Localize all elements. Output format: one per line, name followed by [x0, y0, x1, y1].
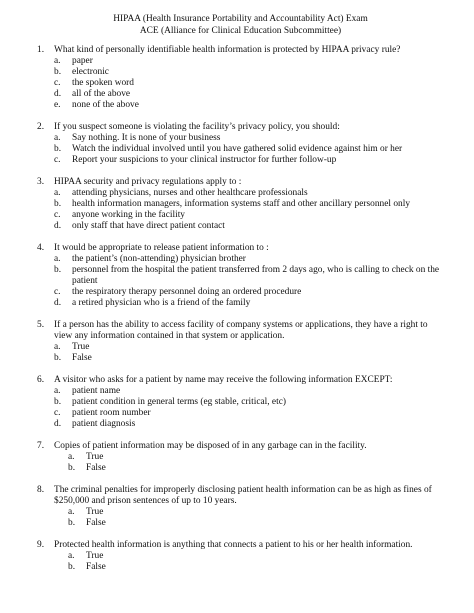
exam-title: HIPAA (Health Insurance Portability and Accountability Act) Exam	[113, 14, 368, 24]
question-number: 6.	[37, 375, 45, 385]
option-label: c.	[54, 155, 61, 165]
option-text: patient condition in general terms (eg stable, critical, etc)	[72, 397, 286, 407]
option-item[interactable]	[68, 551, 444, 562]
option-list	[54, 254, 444, 309]
option-list	[54, 56, 444, 111]
question-6	[37, 375, 444, 430]
option-text: Say nothing. It is none of your business	[72, 133, 221, 143]
option-text: the spoken word	[72, 78, 134, 88]
question-text: The criminal penalties for improperly disclosing patient health information can be as high as fines of $250,000 and prison sentences of up to 10 years.	[54, 485, 432, 506]
option-label: a.	[68, 551, 75, 561]
option-item[interactable]	[68, 463, 444, 474]
option-text: only staff that have direct patient contact	[72, 221, 225, 231]
option-label: b.	[54, 265, 62, 275]
question-text: It would be appropriate to release patient information to :	[54, 243, 269, 253]
option-text: patient room number	[72, 408, 151, 418]
question-text: HIPAA security and privacy regulations apply to :	[54, 177, 242, 187]
option-item[interactable]	[54, 133, 444, 144]
question-number: 9.	[37, 540, 45, 550]
option-text: none of the above	[72, 100, 139, 110]
option-item[interactable]	[54, 56, 444, 67]
option-item[interactable]	[68, 452, 444, 463]
option-label: b.	[54, 144, 62, 154]
option-text: electronic	[72, 67, 109, 77]
option-label: b.	[54, 397, 62, 407]
question-number: 7.	[37, 441, 45, 451]
option-text: a retired physician who is a friend of the family	[72, 298, 251, 308]
option-label: c.	[54, 210, 61, 220]
option-text: personnel from the hospital the patient transferred from 2 days ago, who is calling to check on the patient	[72, 265, 440, 286]
option-label: d.	[54, 221, 62, 231]
option-text: True	[86, 551, 104, 561]
option-label: b.	[54, 67, 62, 77]
option-item[interactable]	[54, 210, 444, 221]
option-list	[54, 452, 444, 474]
option-label: d.	[54, 419, 62, 429]
question-number: 3.	[37, 177, 45, 187]
option-item[interactable]	[54, 287, 444, 298]
option-item[interactable]	[54, 199, 444, 210]
option-label: a.	[68, 452, 75, 462]
question-4	[37, 243, 444, 309]
option-item[interactable]	[54, 78, 444, 89]
option-text: anyone working in the facility	[72, 210, 185, 220]
option-label: c.	[54, 78, 61, 88]
option-text: False	[86, 463, 106, 473]
option-list	[54, 551, 444, 573]
option-list	[54, 386, 444, 430]
option-item[interactable]	[54, 298, 444, 309]
option-item[interactable]	[54, 386, 444, 397]
question-number: 4.	[37, 243, 45, 253]
option-label: b.	[54, 199, 62, 209]
option-item[interactable]	[68, 518, 444, 529]
option-list	[54, 133, 444, 166]
option-text: True	[86, 452, 104, 462]
option-label: a.	[54, 386, 61, 396]
question-text: If a person has the ability to access facility of company systems or applications, they have a right to view any information contained in that system or application.	[54, 320, 428, 341]
option-text: the patient’s (non-attending) physician brother	[72, 254, 246, 264]
question-2	[37, 122, 444, 166]
option-label: a.	[68, 507, 75, 517]
option-text: attending physicians, nurses and other healthcare professionals	[72, 188, 308, 198]
question-text: If you suspect someone is violating the facility’s privacy policy, you should:	[54, 122, 340, 132]
option-label: b.	[68, 518, 76, 528]
option-item[interactable]	[54, 397, 444, 408]
question-text: Protected health information is anything that connects a patient to his or her health information.	[54, 540, 413, 550]
exam-header	[37, 0, 444, 37]
option-text: all of the above	[72, 89, 131, 99]
option-label: b.	[68, 463, 76, 473]
question-text: What kind of personally identifiable health information is protected by HIPAA privacy rule?	[54, 45, 401, 55]
option-item[interactable]	[54, 265, 444, 287]
exam-subtitle: ACE (Alliance for Clinical Education Subcommittee)	[139, 25, 342, 36]
option-item[interactable]	[54, 419, 444, 430]
option-label: b.	[68, 562, 76, 572]
option-list	[54, 342, 444, 364]
question-5	[37, 320, 444, 364]
option-text: paper	[72, 56, 93, 66]
option-text: False	[72, 353, 92, 363]
option-label: c.	[54, 287, 61, 297]
option-text: patient diagnosis	[72, 419, 136, 429]
question-number: 5.	[37, 320, 45, 330]
option-text: True	[86, 507, 104, 517]
option-label: a.	[54, 188, 61, 198]
option-text: the respiratory therapy personnel doing an ordered procedure	[72, 287, 302, 297]
option-text: patient name	[72, 386, 121, 396]
question-number: 8.	[37, 485, 45, 495]
option-item[interactable]	[54, 89, 444, 100]
question-7	[37, 441, 444, 474]
option-list	[54, 188, 444, 232]
option-item[interactable]	[54, 342, 444, 353]
option-text: Watch the individual involved until you have gathered solid evidence against him or her	[72, 144, 403, 154]
question-text: Copies of patient information may be disposed of in any garbage can in the facility.	[54, 441, 367, 451]
option-text: Report your suspicions to your clinical instructor for further follow-up	[72, 155, 337, 165]
option-item[interactable]	[68, 562, 444, 573]
option-item[interactable]	[54, 67, 444, 78]
option-label: a.	[54, 254, 61, 264]
option-item[interactable]	[54, 353, 444, 364]
option-text: True	[72, 342, 90, 352]
option-item[interactable]	[54, 188, 444, 199]
option-item[interactable]	[54, 408, 444, 419]
option-item[interactable]	[68, 507, 444, 518]
option-label: a.	[54, 56, 61, 66]
option-item[interactable]	[54, 254, 444, 265]
question-8	[37, 485, 444, 529]
question-text: A visitor who asks for a patient by name may receive the following information EXCEPT:	[54, 375, 393, 385]
question-number: 2.	[37, 122, 45, 132]
question-1	[37, 45, 444, 111]
option-list	[54, 507, 444, 529]
option-item[interactable]	[54, 221, 444, 232]
question-3	[37, 177, 444, 232]
option-label: a.	[54, 133, 61, 143]
option-label: c.	[54, 408, 61, 418]
question-number: 1.	[37, 45, 45, 55]
question-9	[37, 540, 444, 573]
option-item[interactable]	[54, 144, 444, 155]
option-text: False	[86, 518, 106, 528]
option-item[interactable]	[54, 155, 444, 166]
option-label: d.	[54, 298, 62, 308]
option-item[interactable]	[54, 100, 444, 111]
option-label: e.	[54, 100, 61, 110]
option-label: b.	[54, 353, 62, 363]
option-text: False	[86, 562, 106, 572]
option-text: health information managers, information systems staff and other ancillary personnel only	[72, 199, 411, 209]
option-label: d.	[54, 89, 62, 99]
option-label: a.	[54, 342, 61, 352]
